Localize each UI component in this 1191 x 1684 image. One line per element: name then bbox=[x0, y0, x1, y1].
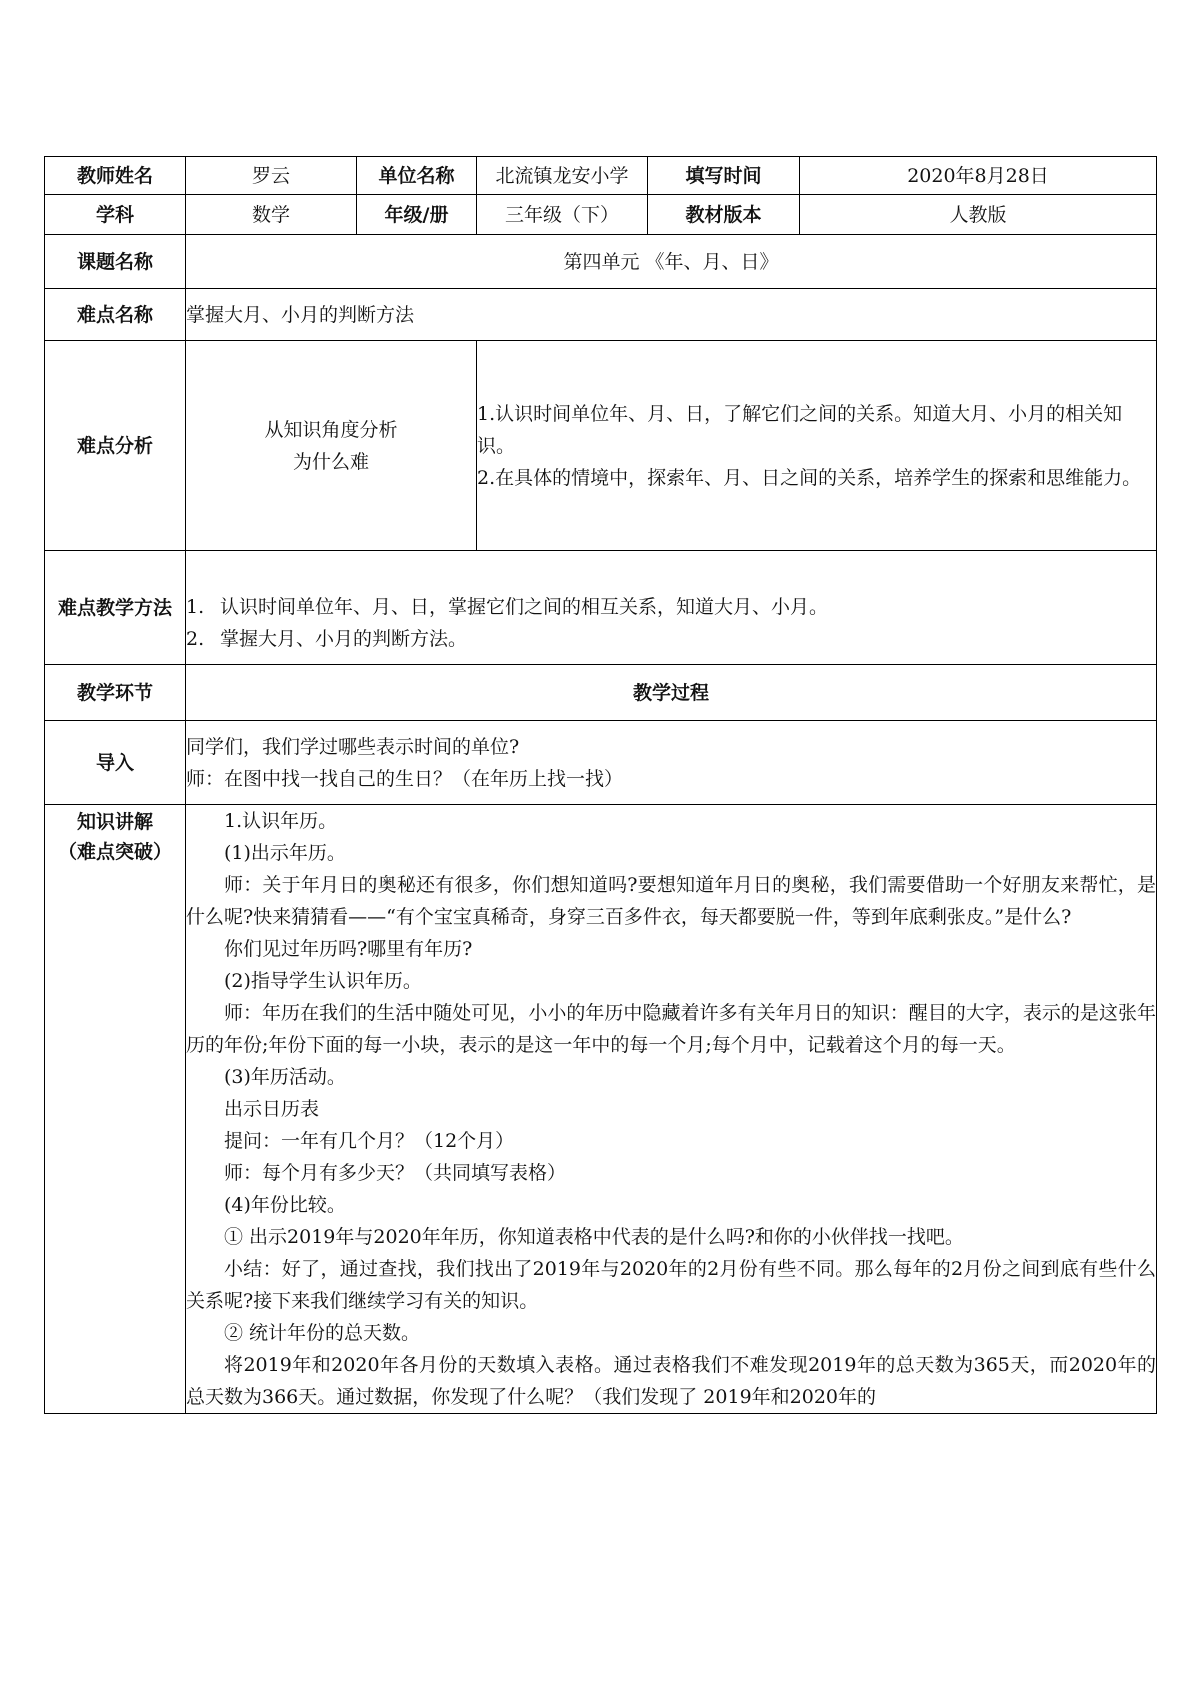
knowledge-paragraph: 你们见过年历吗?哪里有年历? bbox=[224, 938, 473, 960]
method-item bbox=[186, 591, 1156, 623]
knowledge-paragraph: (3)年历活动。 bbox=[224, 1066, 346, 1088]
analysis-sub-label-line2: 为什么难 bbox=[292, 450, 369, 473]
teacher-name-value: 罗云 bbox=[186, 157, 357, 195]
process-title: 教学过程 bbox=[186, 665, 1157, 721]
edition-label: 教材版本 bbox=[648, 195, 800, 235]
topic-row bbox=[45, 235, 1157, 289]
subject-label: 学科 bbox=[45, 195, 186, 235]
analysis-line-2: 2.在具体的情境中，探索年、月、日之间的关系，培养学生的探索和思维能力。 bbox=[477, 466, 1142, 489]
difficulty-row bbox=[45, 289, 1157, 341]
knowledge-paragraph: 提问：一年有几个月？（12个月） bbox=[224, 1130, 515, 1152]
header-row-1 bbox=[45, 157, 1157, 195]
method-row bbox=[45, 551, 1157, 665]
intro-row bbox=[45, 721, 1157, 805]
knowledge-paragraph: 将2019年和2020年各月份的天数填入表格。通过表格我们不难发现2019年的总天数为365天，而2020年的总天数为366天。通过数据，你发现了什么呢？（我们发现了 2019年和2020年的 bbox=[186, 1354, 1156, 1408]
process-header-row bbox=[45, 665, 1157, 721]
intro-content bbox=[186, 721, 1157, 805]
topic-value: 第四单元 《年、月、日》 bbox=[186, 235, 1157, 289]
knowledge-paragraph: 小结：好了，通过查找，我们找出了2019年与2020年的2月份有些不同。那么每年的2月份之间到底有些什么关系呢?接下来我们继续学习有关的知识。 bbox=[186, 1258, 1156, 1312]
analysis-sub-label-line1: 从知识角度分析 bbox=[264, 418, 398, 441]
subject-value: 数学 bbox=[186, 195, 357, 235]
unit-name-value: 北流镇龙安小学 bbox=[477, 157, 648, 195]
analysis-content bbox=[477, 341, 1157, 551]
fill-date-label: 填写时间 bbox=[648, 157, 800, 195]
unit-name-label: 单位名称 bbox=[357, 157, 477, 195]
method-item-text: 认识时间单位年、月、日，掌握它们之间的相互关系，知道大月、小月。 bbox=[220, 595, 829, 618]
lesson-plan-form bbox=[44, 156, 1156, 1414]
lesson-plan-table bbox=[44, 156, 1157, 1414]
teacher-name-label: 教师姓名 bbox=[45, 157, 186, 195]
difficulty-label: 难点名称 bbox=[45, 289, 186, 341]
analysis-sub-label bbox=[186, 341, 477, 551]
knowledge-paragraph: (1)出示年历。 bbox=[224, 842, 346, 864]
knowledge-content bbox=[186, 805, 1157, 1414]
analysis-row bbox=[45, 341, 1157, 551]
grade-value: 三年级（下） bbox=[477, 195, 648, 235]
knowledge-paragraph: 师：关于年月日的奥秘还有很多，你们想知道吗?要想知道年月日的奥秘，我们需要借助一个好朋友来帮忙，是什么呢?快来猜猜看——“有个宝宝真稀奇，身穿三百多件衣，每天都要脱一件，等到年底剩张皮。”是什么? bbox=[186, 874, 1156, 928]
knowledge-label bbox=[45, 805, 186, 1414]
method-item-number: 2. bbox=[186, 627, 205, 650]
edition-value: 人教版 bbox=[800, 195, 1157, 235]
knowledge-paragraph: ② 统计年份的总天数。 bbox=[224, 1322, 421, 1344]
knowledge-paragraph: ① 出示2019年与2020年年历，你知道表格中代表的是什么吗?和你的小伙伴找一找吧。 bbox=[224, 1226, 964, 1248]
header-row-2 bbox=[45, 195, 1157, 235]
knowledge-row bbox=[45, 805, 1157, 1414]
knowledge-paragraph: 师：每个月有多少天？（共同填写表格） bbox=[224, 1162, 567, 1184]
process-stage-label: 教学环节 bbox=[45, 665, 186, 721]
knowledge-paragraph: (4)年份比较。 bbox=[224, 1194, 346, 1216]
knowledge-paragraph: 1.认识年历。 bbox=[224, 810, 338, 832]
fill-date-value: 2020年8月28日 bbox=[800, 157, 1157, 195]
method-label: 难点教学方法 bbox=[45, 551, 186, 665]
intro-line-2: 师：在图中找一找自己的生日？（在年历上找一找） bbox=[186, 767, 624, 790]
knowledge-paragraph: 出示日历表 bbox=[224, 1098, 320, 1120]
difficulty-value: 掌握大月、小月的判断方法 bbox=[186, 289, 1157, 341]
method-list bbox=[186, 591, 1156, 655]
analysis-line-1: 1.认识时间单位年、月、日，了解它们之间的关系。知道大月、小月的相关知识。 bbox=[477, 402, 1123, 457]
topic-label: 课题名称 bbox=[45, 235, 186, 289]
analysis-label: 难点分析 bbox=[45, 341, 186, 551]
knowledge-paragraph: 师：年历在我们的生活中随处可见，小小的年历中隐藏着许多有关年月日的知识：醒目的大字，表示的是这张年历的年份;年份下面的每一小块，表示的是这一年中的每一个月;每个月中，记载着这个月的每一天。 bbox=[186, 1002, 1156, 1056]
grade-label: 年级/册 bbox=[357, 195, 477, 235]
method-content bbox=[186, 551, 1157, 665]
method-item-text: 掌握大月、小月的判断方法。 bbox=[220, 627, 468, 650]
method-item-number: 1. bbox=[186, 595, 205, 618]
method-item bbox=[186, 623, 1156, 655]
knowledge-label-line1: 知识讲解 bbox=[76, 811, 153, 833]
intro-label: 导入 bbox=[45, 721, 186, 805]
knowledge-paragraph: (2)指导学生认识年历。 bbox=[224, 970, 422, 992]
knowledge-label-line2: （难点突破） bbox=[57, 841, 172, 863]
intro-line-1: 同学们，我们学过哪些表示时间的单位? bbox=[186, 735, 520, 758]
